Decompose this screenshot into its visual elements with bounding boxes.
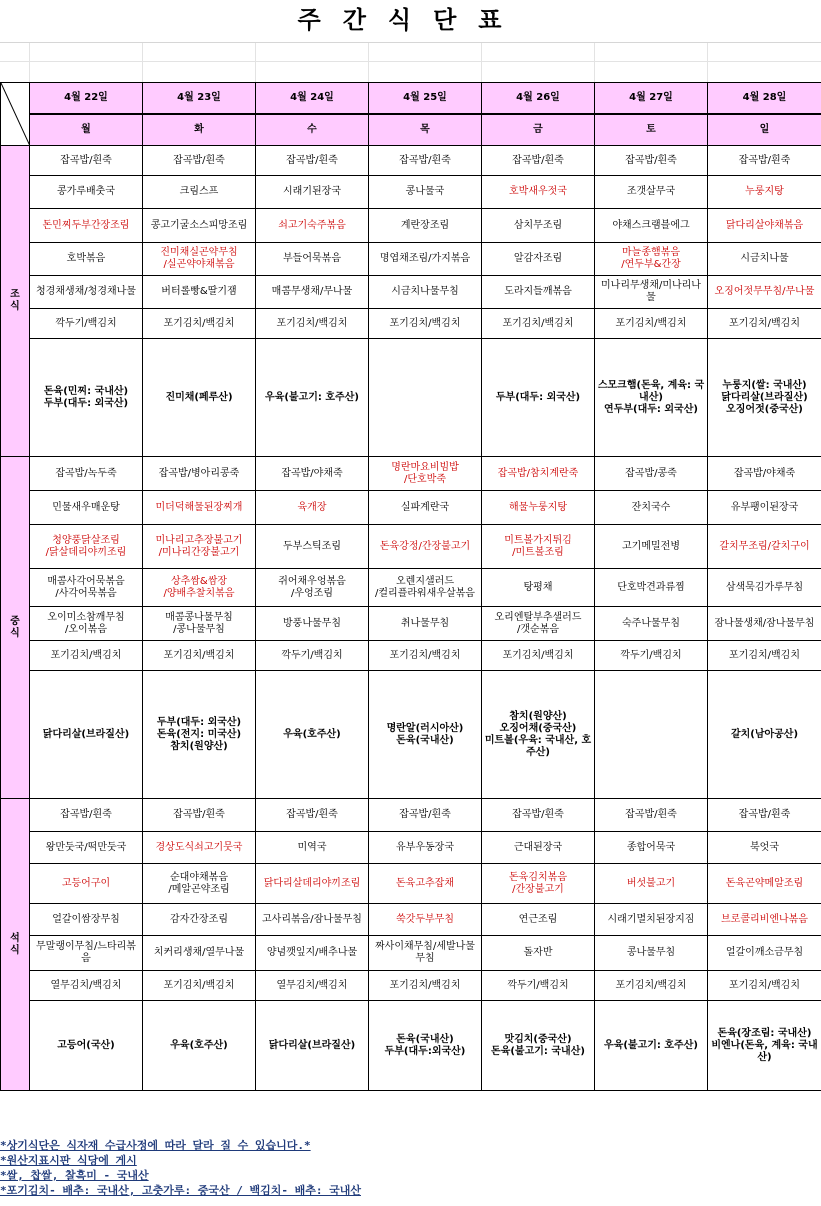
meal-label: 석 식: [1, 799, 30, 1091]
menu-item: 갈치무조림/갈치구이: [708, 525, 821, 569]
menu-item: 포기김치/백김치: [143, 641, 256, 671]
menu-item: 콩가루배춧국: [30, 176, 143, 209]
menu-item: 얼갈이깨소금무침: [708, 936, 821, 971]
menu-item: 매콤무생채/무나물: [256, 276, 369, 309]
menu-item: 잡곡밥/흰죽: [369, 799, 482, 832]
menu-item: 포기김치/백김치: [708, 971, 821, 1001]
menu-item: 미역국: [256, 832, 369, 864]
menu-item: 시금치나물: [708, 243, 821, 276]
menu-item: 잡곡밥/병아리콩죽: [143, 457, 256, 491]
menu-item: 잡곡밥/야채죽: [256, 457, 369, 491]
menu-item: 시금치나물무침: [369, 276, 482, 309]
origin-info: 돈육(장조림: 국내산) 비엔나(돈육, 계육: 국내산): [708, 1001, 821, 1091]
menu-item: 돈육곤약메알조림: [708, 864, 821, 904]
origin-info: 돈육(국내산) 두부(대두:외국산): [369, 1001, 482, 1091]
menu-item: 연근조림: [482, 904, 595, 936]
page-title: 주간식단표: [297, 6, 524, 34]
menu-item: 잠나물생채/잠나물무침: [708, 607, 821, 641]
menu-item: 잡곡밥/흰죽: [595, 146, 708, 176]
menu-item: 유부우동장국: [369, 832, 482, 864]
menu-item: 양념깻잎지/배추나물: [256, 936, 369, 971]
date-header: 4월 23일: [143, 83, 256, 114]
menu-item: 육개장: [256, 491, 369, 525]
date-header: 4월 25일: [369, 83, 482, 114]
menu-item: 감자간장조림: [143, 904, 256, 936]
menu-item: 미나리고추장불고기 /미나리간장불고기: [143, 525, 256, 569]
menu-item: 콩나물국: [369, 176, 482, 209]
menu-item: 청양풍닭살조림 /닭살데리야끼조림: [30, 525, 143, 569]
menu-item: 잡곡밥/야채죽: [708, 457, 821, 491]
menu-item: 종합어묵국: [595, 832, 708, 864]
menu-item: 두부스틱조림: [256, 525, 369, 569]
origin-info: 닭다리살(브라질산): [256, 1001, 369, 1091]
menu-item: 잔치국수: [595, 491, 708, 525]
menu-item: 닭다리살야채볶음: [708, 209, 821, 243]
menu-item: 콩고기굴소스피망조림: [143, 209, 256, 243]
menu-item: 삼치무조림: [482, 209, 595, 243]
menu-item: 잡곡밥/흰죽: [30, 799, 143, 832]
menu-item: 명엽채조림/가지볶음: [369, 243, 482, 276]
menu-item: 잡곡밥/흰죽: [369, 146, 482, 176]
menu-item: 유부팽이된장국: [708, 491, 821, 525]
weekday-header: 화: [143, 114, 256, 146]
menu-item: 오리엔탈부추샐러드 /갯순볶음: [482, 607, 595, 641]
menu-item: 진미채실곤약무침 /실곤약야채볶음: [143, 243, 256, 276]
menu-item: 계란장조림: [369, 209, 482, 243]
menu-item: 쥐어채우엉볶음 /우엉조림: [256, 569, 369, 607]
meal-label: 중 식: [1, 457, 30, 799]
menu-item: 호박볶음: [30, 243, 143, 276]
menu-item: 미더덕해물된장찌개: [143, 491, 256, 525]
menu-item: 잡곡밥/흰죽: [256, 799, 369, 832]
date-header: 4월 28일: [708, 83, 821, 114]
menu-item: 경상도식쇠고기뭇국: [143, 832, 256, 864]
menu-item: 돈육고추잡채: [369, 864, 482, 904]
menu-item: 포기김치/백김치: [30, 641, 143, 671]
menu-item: 알감자조림: [482, 243, 595, 276]
weekday-header: 목: [369, 114, 482, 146]
weekday-header: 금: [482, 114, 595, 146]
menu-item: 오징어젓무무침/무나물: [708, 276, 821, 309]
footer-note: *쌀, 찹쌀, 찰흑미 - 국내산: [0, 1169, 149, 1182]
menu-item: 닭다리살데리야끼조림: [256, 864, 369, 904]
origin-info: 우육(불고기: 호주산): [256, 339, 369, 457]
menu-item: 방풍나물무침: [256, 607, 369, 641]
menu-item: 도라지들깨볶음: [482, 276, 595, 309]
menu-item: 고사리볶음/잠나물무침: [256, 904, 369, 936]
origin-info: 우육(호주산): [256, 671, 369, 799]
menu-item: 잡곡밥/녹두죽: [30, 457, 143, 491]
menu-item: 매콤사각어묵볶음 /사각어묵볶음: [30, 569, 143, 607]
menu-item: 부들어묵볶음: [256, 243, 369, 276]
menu-item: 누룽지탕: [708, 176, 821, 209]
menu-item: 잡곡밥/흰죽: [256, 146, 369, 176]
menu-item: 매콤콩나물무침 /콩나물무침: [143, 607, 256, 641]
origin-info: 명란알(러시아산) 돈육(국내산): [369, 671, 482, 799]
menu-item: 포기김치/백김치: [595, 971, 708, 1001]
footer-note: *상기식단은 식자재 수급사정에 따라 달라 질 수 있습니다.*: [0, 1139, 311, 1152]
weekday-header: 일: [708, 114, 821, 146]
menu-item: 잡곡밥/참치계란죽: [482, 457, 595, 491]
menu-item: 미나리무생채/미나리나물: [595, 276, 708, 309]
menu-item: 근대된장국: [482, 832, 595, 864]
menu-item: 포기김치/백김치: [369, 309, 482, 339]
spreadsheet-blank-rows: [0, 42, 821, 83]
menu-item: 열무김치/백김치: [256, 971, 369, 1001]
menu-item: 크림스프: [143, 176, 256, 209]
menu-item: 깍두기/백김치: [482, 971, 595, 1001]
date-header: 4월 22일: [30, 83, 143, 114]
diagonal-line: [1, 83, 30, 146]
origin-info: 두부(대두: 외국산) 돈육(전지: 미국산) 참치(원양산): [143, 671, 256, 799]
menu-item: 깍두기/백김치: [595, 641, 708, 671]
menu-item: 잡곡밥/흰죽: [708, 799, 821, 832]
menu-item: 조갯살무국: [595, 176, 708, 209]
menu-item: 해물누룽지탕: [482, 491, 595, 525]
meal-label: 조 식: [1, 146, 30, 457]
weekday-header: 수: [256, 114, 369, 146]
menu-item: 왕만둣국/떡만둣국: [30, 832, 143, 864]
menu-item: 오이미소참깨무침 /오이볶음: [30, 607, 143, 641]
menu-item: 잡곡밥/흰죽: [143, 146, 256, 176]
footer-note: *포기김치- 배추: 국내산, 고춧가루: 중국산 / 백김치- 배추: 국내산: [0, 1184, 361, 1197]
menu-item: 탕평채: [482, 569, 595, 607]
origin-info: 갈치(남아공산): [708, 671, 821, 799]
origin-info: 스모크햄(돈육, 계육: 국내산) 연두부(대두: 외국산): [595, 339, 708, 457]
menu-item: 깍두기/백김치: [30, 309, 143, 339]
menu-item: 단호박견과류찜: [595, 569, 708, 607]
menu-item: 오렌지샐러드 /컬리플라워새우살볶음: [369, 569, 482, 607]
menu-item: 숙주나물무침: [595, 607, 708, 641]
date-header: 4월 24일: [256, 83, 369, 114]
menu-item: 포기김치/백김치: [482, 309, 595, 339]
weekday-header: 월: [30, 114, 143, 146]
weekly-menu-table: [0, 82, 821, 1091]
origin-info: 참치(원양산) 오징어채(중국산) 미트볼(우육: 국내산, 호주산): [482, 671, 595, 799]
menu-item: 짜사이채무침/세발나물무침: [369, 936, 482, 971]
header-corner-diagonal: [1, 83, 30, 146]
menu-item: 포기김치/백김치: [482, 641, 595, 671]
menu-item: 명란마요비빔밥 /단호박죽: [369, 457, 482, 491]
menu-item: 삼색묵김가루무침: [708, 569, 821, 607]
menu-item: 잡곡밥/흰죽: [482, 799, 595, 832]
menu-item: 얼갈이쌈장무침: [30, 904, 143, 936]
menu-item: 돈민찌두부간장조림: [30, 209, 143, 243]
menu-item: 포기김치/백김치: [256, 309, 369, 339]
menu-item: 돌자반: [482, 936, 595, 971]
menu-item: 포기김치/백김치: [143, 309, 256, 339]
menu-item: 콩나물무침: [595, 936, 708, 971]
menu-item: 시래기된장국: [256, 176, 369, 209]
menu-item: 포기김치/백김치: [708, 641, 821, 671]
footer-note: *원산지표시판 식당에 게시: [0, 1154, 137, 1167]
menu-item: 브로콜리비엔나볶음: [708, 904, 821, 936]
origin-info: 돈육(민찌: 국내산) 두부(대두: 외국산): [30, 339, 143, 457]
origin-info: 우육(호주산): [143, 1001, 256, 1091]
menu-item: 깍두기/백김치: [256, 641, 369, 671]
menu-item: 잡곡밥/흰죽: [708, 146, 821, 176]
date-header: 4월 27일: [595, 83, 708, 114]
menu-item: 돈육강정/간장불고기: [369, 525, 482, 569]
menu-item: 포기김치/백김치: [369, 641, 482, 671]
origin-info: 고등어(국산): [30, 1001, 143, 1091]
menu-item: 쇠고기숙주볶음: [256, 209, 369, 243]
menu-item: 시래기멸치된장지짐: [595, 904, 708, 936]
menu-item: 취나물무침: [369, 607, 482, 641]
menu-item: 포기김치/백김치: [143, 971, 256, 1001]
menu-item: 순대야채볶음 /메알곤약조림: [143, 864, 256, 904]
menu-item: 쑥갓두부무침: [369, 904, 482, 936]
menu-item: 무말랭이무침/느타리볶음: [30, 936, 143, 971]
origin-info: [595, 671, 708, 799]
menu-item: 미트볼가지튀김 /미트볼조림: [482, 525, 595, 569]
menu-item: 상추쌈&쌈장 /양배추찰치볶음: [143, 569, 256, 607]
menu-item: 열무김치/백김치: [30, 971, 143, 1001]
menu-item: 잡곡밥/흰죽: [30, 146, 143, 176]
menu-item: 버터롤빵&딸기잼: [143, 276, 256, 309]
menu-item: 버섯불고기: [595, 864, 708, 904]
origin-info: 두부(대두: 외국산): [482, 339, 595, 457]
origin-info: 우육(불고기: 호주산): [595, 1001, 708, 1091]
menu-item: 치커리생채/열무나물: [143, 936, 256, 971]
menu-item: 잡곡밥/흰죽: [482, 146, 595, 176]
origin-info: 진미채(페루산): [143, 339, 256, 457]
menu-item: 야채스크램블에그: [595, 209, 708, 243]
menu-item: 북엇국: [708, 832, 821, 864]
origin-info: 누룽지(쌀: 국내산) 닭다리살(브라질산) 오징어젓(중국산): [708, 339, 821, 457]
menu-item: 고기메밀전병: [595, 525, 708, 569]
footer-notes: [0, 1138, 821, 1198]
menu-item: 돈육김치볶음 /간장불고기: [482, 864, 595, 904]
menu-item: 포기김치/백김치: [595, 309, 708, 339]
origin-info: 닭다리살(브라질산): [30, 671, 143, 799]
menu-item: 민물새우매운탕: [30, 491, 143, 525]
menu-item: 포기김치/백김치: [708, 309, 821, 339]
menu-item: 잡곡밥/흰죽: [595, 799, 708, 832]
date-header: 4월 26일: [482, 83, 595, 114]
menu-item: 청경채생채/청경채나물: [30, 276, 143, 309]
menu-item: 호박새우젓국: [482, 176, 595, 209]
menu-item: 실파계란국: [369, 491, 482, 525]
origin-info: [369, 339, 482, 457]
origin-info: 맛김치(중국산) 돈육(불고기: 국내산): [482, 1001, 595, 1091]
weekday-header: 토: [595, 114, 708, 146]
menu-item: 잡곡밥/흰죽: [143, 799, 256, 832]
menu-item: 고등어구이: [30, 864, 143, 904]
menu-item: 잡곡밥/콩죽: [595, 457, 708, 491]
menu-item: 포기김치/백김치: [369, 971, 482, 1001]
menu-item: 마늘종햄볶음 /연두부&간장: [595, 243, 708, 276]
